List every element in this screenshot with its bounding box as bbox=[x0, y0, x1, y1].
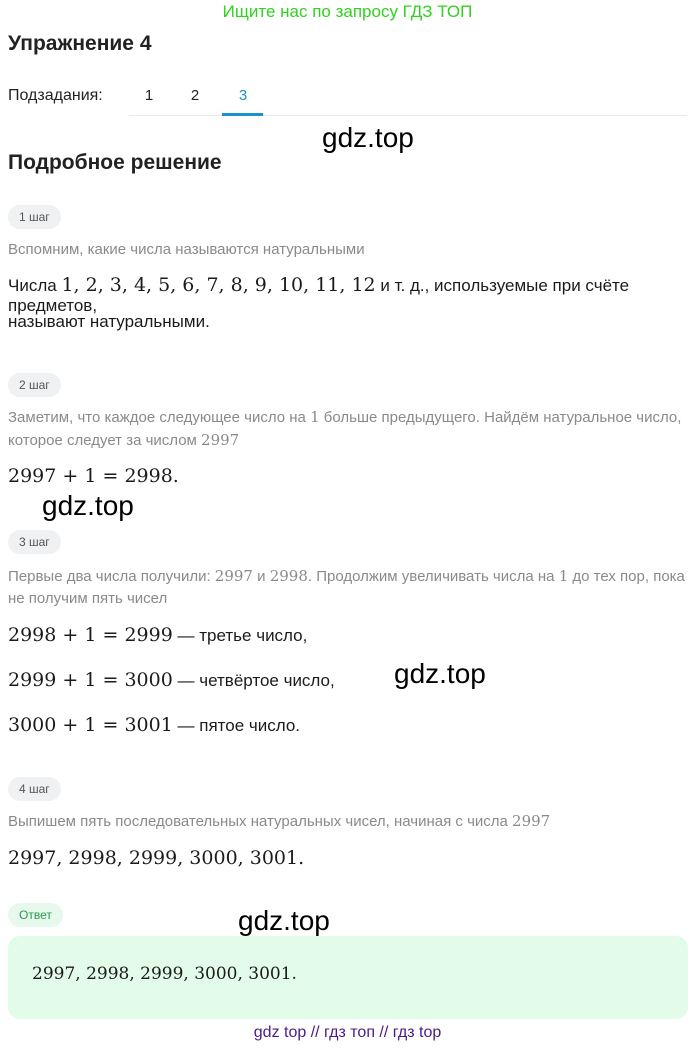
active-tab-indicator bbox=[222, 113, 263, 116]
step-2-hint-a: Заметим, что каждое следующее число на bbox=[8, 409, 306, 426]
step-3-hint-c: до тех пор, пока не получим пять чисел bbox=[8, 568, 685, 607]
step-badge-3: 3 шаг bbox=[8, 530, 61, 554]
tabs-divider bbox=[129, 115, 687, 116]
step-2-hint-num2: 2997 bbox=[201, 431, 240, 449]
step-3-math-3: 3000 + 1 = 3001 bbox=[8, 714, 173, 736]
step-1-text-line-2: называют натуральными. bbox=[8, 312, 210, 331]
step-3-hint-and: и bbox=[257, 568, 266, 585]
step-3-text-3: — пятое число. bbox=[177, 716, 301, 735]
step-hint-2 bbox=[8, 406, 688, 452]
subtask-tab-3[interactable]: 3 bbox=[238, 87, 248, 104]
step-3-hint-n1: 2997 bbox=[214, 567, 253, 585]
step-hint-4 bbox=[8, 810, 688, 833]
step-1-suffix: и т. д., используемые при счёте предметов, bbox=[8, 276, 630, 315]
step-1-numbers: 1, 2, 3, 4, 5, 6, 7, 8, 9, 10, 11, 12 bbox=[61, 274, 376, 296]
footer-watermark: gdz top // гдз топ // гдз top bbox=[253, 1024, 442, 1041]
step-3-hint-b: . Продолжим увеличивать числа на bbox=[307, 568, 555, 585]
step-3-hint-n3: 1 bbox=[558, 567, 569, 585]
step-3-line-1 bbox=[8, 624, 693, 646]
step-4-sequence: 2997, 2998, 2999, 3000, 3001. bbox=[8, 847, 305, 869]
watermark: gdz.top bbox=[238, 905, 330, 936]
step-4-hint-num: 2997 bbox=[512, 812, 551, 830]
step-3-text-2: — четвёртое число, bbox=[177, 671, 335, 690]
answer-value: 2997, 2998, 2999, 3000, 3001. bbox=[32, 964, 297, 984]
subtasks-label: Подзадания: bbox=[8, 87, 103, 104]
subtask-tab-1[interactable]: 1 bbox=[144, 87, 154, 104]
step-1-prefix: Числа bbox=[8, 276, 57, 295]
subtask-tab-2[interactable]: 2 bbox=[190, 87, 200, 104]
step-hint-1: Вспомним, какие числа называются натуральными bbox=[8, 241, 365, 258]
step-3-hint-n2: 2998 bbox=[269, 567, 308, 585]
step-3-text-1: — третье число, bbox=[177, 626, 308, 645]
step-4-hint-a: Выпишем пять последовательных натуральных чисел, начиная с числа bbox=[8, 813, 508, 830]
step-badge-2: 2 шаг bbox=[8, 373, 61, 397]
solution-heading: Подробное решение bbox=[8, 151, 222, 174]
step-3-math-2: 2999 + 1 = 3000 bbox=[8, 669, 173, 691]
step-2-hint-num: 1 bbox=[310, 408, 320, 426]
watermark: gdz.top bbox=[394, 658, 486, 689]
step-2-equation: 2997 + 1 = 2998. bbox=[8, 465, 179, 487]
answer-badge: Ответ bbox=[8, 903, 63, 927]
step-1-text bbox=[8, 274, 693, 316]
step-badge-4: 4 шаг bbox=[8, 777, 61, 801]
watermark: gdz.top bbox=[42, 490, 134, 521]
step-2-hint-b: больше предыдущего. Найдём натуральное число, которое следует за числом bbox=[8, 409, 682, 449]
step-3-math-1: 2998 + 1 = 2999 bbox=[8, 624, 173, 646]
step-3-line-2 bbox=[8, 669, 693, 691]
page-title: Упражнение 4 bbox=[8, 32, 152, 55]
step-badge-1: 1 шаг bbox=[8, 205, 61, 229]
promo-banner: Ищите нас по запросу ГДЗ ТОП bbox=[222, 2, 473, 21]
watermark: gdz.top bbox=[322, 122, 414, 153]
step-3-line-3 bbox=[8, 714, 693, 736]
step-hint-3 bbox=[8, 565, 688, 610]
step-3-hint-a: Первые два числа получили: bbox=[8, 568, 211, 585]
